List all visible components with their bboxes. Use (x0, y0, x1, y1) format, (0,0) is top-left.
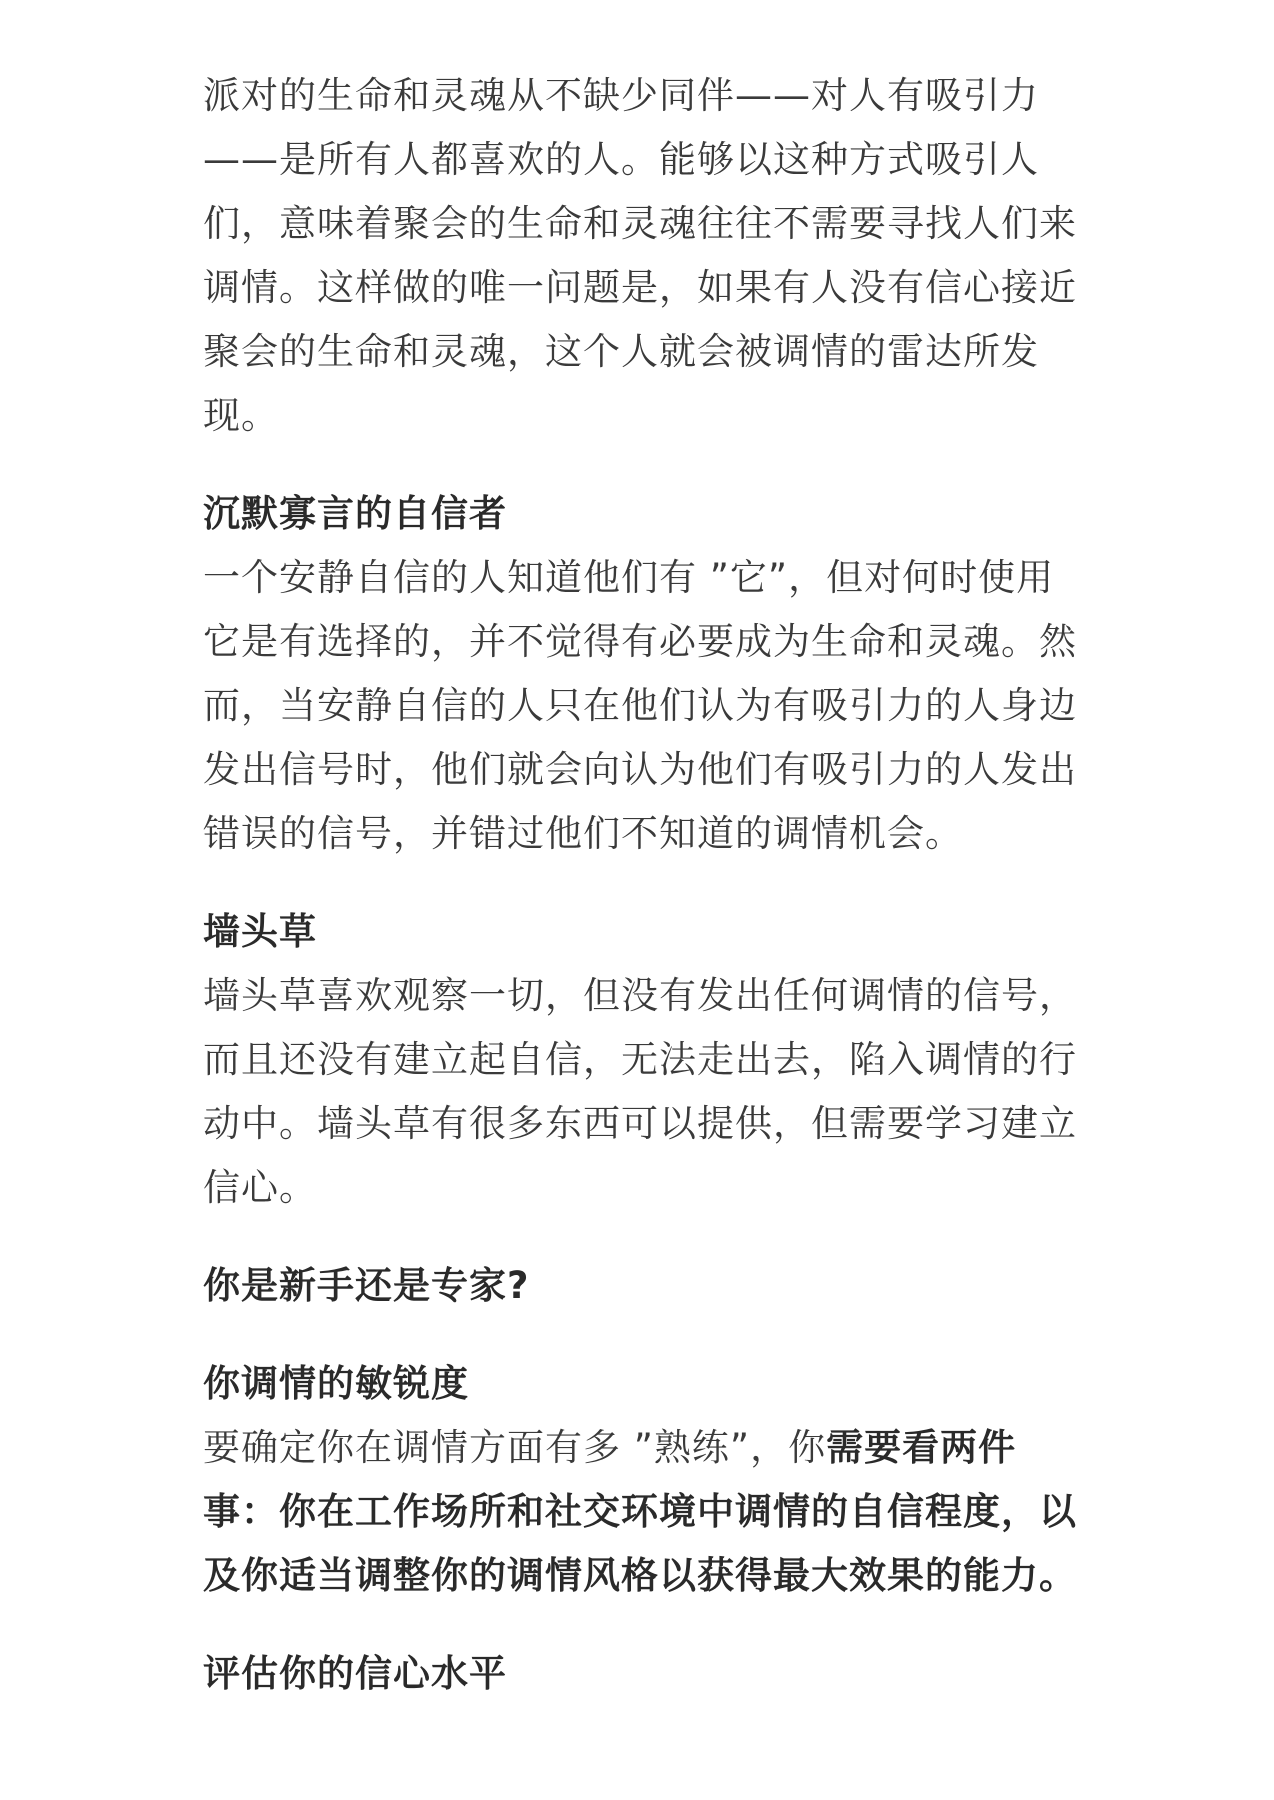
heading-wallflower: 墙头草 (203, 910, 317, 953)
paragraph-flirting-acuity-normal: 要确定你在调情方面有多 ”熟练”，你 (203, 1426, 827, 1469)
spacer (203, 1220, 1081, 1254)
heading-flirting-acuity: 你调情的敏锐度 (203, 1362, 469, 1405)
article-body (203, 64, 1081, 1706)
heading-assess-confidence: 评估你的信心水平 (203, 1652, 507, 1695)
spacer (203, 448, 1081, 482)
spacer (203, 866, 1081, 900)
heading-quiet-confident: 沉默寡言的自信者 (203, 492, 507, 535)
heading-novice-or-expert: 你是新手还是专家? (203, 1264, 530, 1307)
paragraph-life-of-party: 派对的生命和灵魂从不缺少同伴——对人有吸引力——是所有人都喜欢的人。能够以这种方式吸引人们，意味着聚会的生命和灵魂往往不需要寻找人们来调情。这样做的唯一问题是，如果有人没有信心接近聚会的生命和灵魂，这个人就会被调情的雷达所发现。 (203, 74, 1077, 437)
spacer (203, 1318, 1081, 1352)
paragraph-flirting-acuity-bold: 需要看两件事：你在工作场所和社交环境中调情的自信程度，以及你适当调整你的调情风格以获得最大效果的能力。 (203, 1426, 1077, 1597)
spacer (203, 1608, 1081, 1642)
paragraph-wallflower: 墙头草喜欢观察一切，但没有发出任何调情的信号，而且还没有建立起自信，无法走出去，陷入调情的行动中。墙头草有很多东西可以提供，但需要学习建立信心。 (203, 974, 1077, 1209)
paragraph-quiet-confident: 一个安静自信的人知道他们有 ”它”，但对何时使用它是有选择的，并不觉得有必要成为生命和灵魂。然而，当安静自信的人只在他们认为有吸引力的人身边发出信号时，他们就会向认为他们有吸引力的人发出错误的信号，并错过他们不知道的调情机会。 (203, 556, 1077, 855)
paragraph-flirting-acuity (203, 1416, 1081, 1608)
